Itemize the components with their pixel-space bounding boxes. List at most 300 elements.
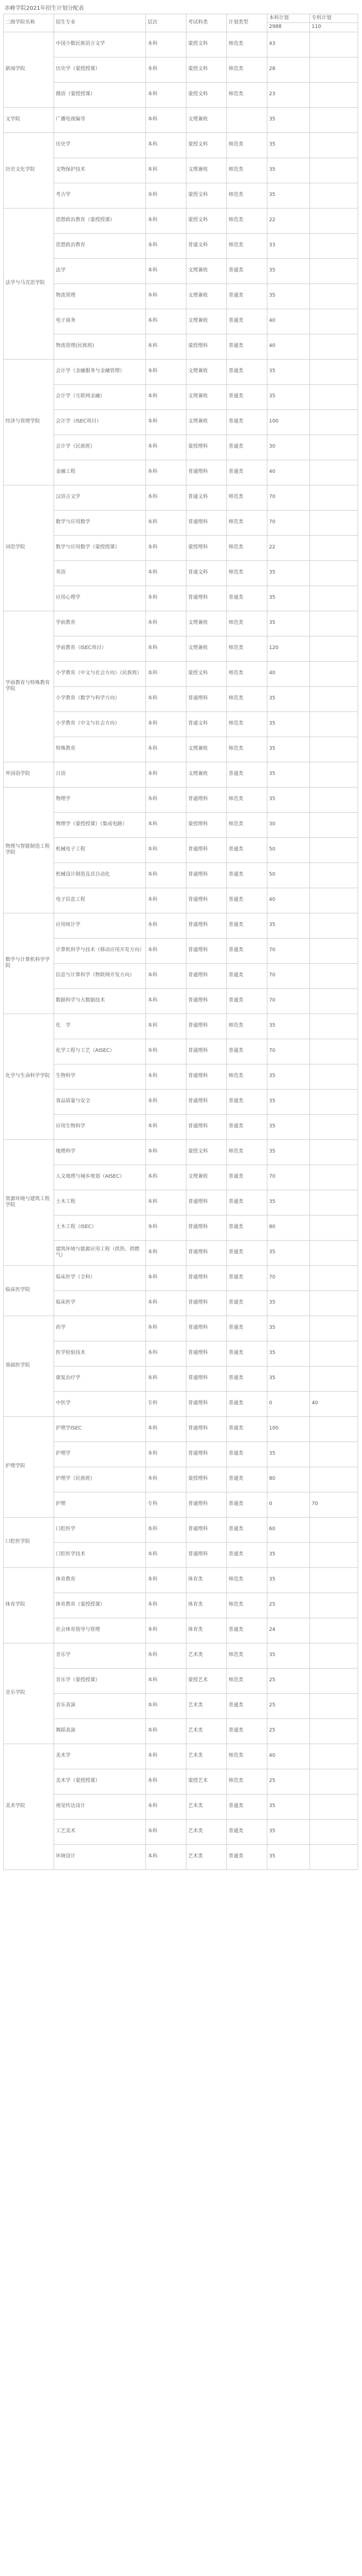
- table-row: [4, 1215, 358, 1240]
- undergrad-plan-cell: 35: [267, 711, 310, 737]
- undergrad-plan-cell: 70: [267, 963, 310, 988]
- exam-type-cell: 文理兼收: [186, 107, 227, 132]
- undergrad-plan-cell: 35: [267, 1844, 310, 1869]
- undergrad-plan-cell: 35: [267, 1290, 310, 1316]
- major-cell: 思想政治教育: [54, 233, 146, 258]
- junior-plan-cell: [310, 1215, 358, 1240]
- major-cell: 小学教育（中文与社会方向）（民族班）: [54, 661, 146, 686]
- undergrad-plan-cell: 35: [267, 1089, 310, 1114]
- level-cell: 专科: [146, 1492, 186, 1517]
- undergrad-plan-cell: 70: [267, 1165, 310, 1190]
- major-cell: 音乐学（蒙授授课）: [54, 1668, 146, 1693]
- plan-type-cell: 普通类: [227, 1467, 267, 1492]
- level-cell: 本科: [146, 636, 186, 661]
- major-cell: 应用统计学: [54, 913, 146, 938]
- undergrad-plan-cell: 40: [267, 460, 310, 485]
- exam-type-cell: 蒙授文科: [186, 1139, 227, 1165]
- exam-type-cell: 普通理科: [186, 787, 227, 812]
- exam-type-cell: 普通理科: [186, 1366, 227, 1391]
- table-row: [4, 938, 358, 963]
- plan-type-cell: 师范类: [227, 661, 267, 686]
- level-cell: 本科: [146, 686, 186, 711]
- table-row: [4, 1139, 358, 1165]
- plan-type-cell: 普通类: [227, 1416, 267, 1442]
- table-row: [4, 963, 358, 988]
- junior-plan-cell: [310, 1190, 358, 1215]
- level-cell: 本科: [146, 334, 186, 359]
- undergrad-plan-cell: 35: [267, 1114, 310, 1139]
- college-cell: 学前教育与特殊教育学院: [4, 611, 54, 762]
- junior-plan-cell: 40: [310, 1391, 358, 1416]
- exam-type-cell: 普通理科: [186, 1089, 227, 1114]
- table-row: [4, 334, 358, 359]
- table-row: [4, 1668, 358, 1693]
- undergrad-plan-cell: 35: [267, 1643, 310, 1668]
- junior-plan-cell: [310, 963, 358, 988]
- major-cell: 地理科学: [54, 1139, 146, 1165]
- table-row: [4, 57, 358, 82]
- level-cell: 本科: [146, 535, 186, 560]
- major-cell: 土木工程: [54, 1190, 146, 1215]
- major-cell: 俄语（蒙授授课）: [54, 82, 146, 107]
- junior-plan-cell: [310, 1718, 358, 1744]
- plan-type-cell: 师范类: [227, 1139, 267, 1165]
- major-cell: 康复治疗学: [54, 1366, 146, 1391]
- junior-plan-cell: [310, 938, 358, 963]
- junior-plan-cell: [310, 57, 358, 82]
- exam-type-cell: 艺术类: [186, 1693, 227, 1718]
- undergrad-plan-cell: 35: [267, 787, 310, 812]
- level-cell: 本科: [146, 837, 186, 862]
- level-cell: 本科: [146, 1215, 186, 1240]
- table-header: [4, 14, 358, 32]
- undergrad-plan-cell: 35: [267, 283, 310, 309]
- table-row: [4, 1290, 358, 1316]
- undergrad-plan-cell: 35: [267, 611, 310, 636]
- level-cell: 本科: [146, 888, 186, 913]
- exam-type-cell: 普通理科: [186, 1014, 227, 1039]
- major-cell: 机械电子工程: [54, 837, 146, 862]
- undergrad-plan-cell: 35: [267, 1794, 310, 1819]
- major-cell: 历史学: [54, 132, 146, 158]
- major-cell: 法学: [54, 258, 146, 283]
- junior-plan-cell: [310, 611, 358, 636]
- level-cell: 本科: [146, 1014, 186, 1039]
- undergrad-plan-cell: 35: [267, 258, 310, 283]
- junior-plan-cell: [310, 1593, 358, 1618]
- level-cell: 本科: [146, 1794, 186, 1819]
- major-cell: 电子商务: [54, 309, 146, 334]
- plan-type-cell: 普通类: [227, 1039, 267, 1064]
- level-cell: 本科: [146, 1693, 186, 1718]
- table-row: [4, 233, 358, 258]
- plan-type-cell: 普通类: [227, 1089, 267, 1114]
- plan-type-cell: 普通类: [227, 1114, 267, 1139]
- level-cell: 本科: [146, 309, 186, 334]
- exam-type-cell: 艺术类: [186, 1718, 227, 1744]
- table-row: [4, 888, 358, 913]
- level-cell: 本科: [146, 1240, 186, 1265]
- table-row: [4, 1744, 358, 1769]
- exam-type-cell: 普通理科: [186, 1391, 227, 1416]
- major-cell: 临床医学（全科）: [54, 1265, 146, 1290]
- exam-type-cell: 艺术类: [186, 1643, 227, 1668]
- junior-plan-cell: [310, 1467, 358, 1492]
- total-undergrad: 2988: [267, 23, 310, 32]
- level-cell: 本科: [146, 132, 186, 158]
- table-row: [4, 1844, 358, 1869]
- header-cell-junior-plan: 专科计划: [310, 14, 358, 23]
- plan-type-cell: 普通类: [227, 1492, 267, 1517]
- junior-plan-cell: [310, 1693, 358, 1718]
- junior-plan-cell: [310, 1567, 358, 1593]
- table-body: [4, 32, 358, 1869]
- level-cell: 本科: [146, 183, 186, 208]
- junior-plan-cell: [310, 1089, 358, 1114]
- undergrad-plan-cell: 43: [267, 32, 310, 57]
- junior-plan-cell: [310, 535, 358, 560]
- major-cell: 人文地理与城乡规划（AISEC）: [54, 1165, 146, 1190]
- plan-type-cell: 普通类: [227, 1794, 267, 1819]
- undergrad-plan-cell: 35: [267, 1366, 310, 1391]
- major-cell: 口腔医学技术: [54, 1542, 146, 1567]
- major-cell: 机械设计制造及其自动化: [54, 862, 146, 888]
- undergrad-plan-cell: 70: [267, 1039, 310, 1064]
- college-cell: 物理与智能制造工程学院: [4, 787, 54, 913]
- undergrad-plan-cell: 0: [267, 1492, 310, 1517]
- major-cell: 工艺美术: [54, 1819, 146, 1844]
- major-cell: 汉语言文学: [54, 485, 146, 510]
- plan-type-cell: 师范类: [227, 57, 267, 82]
- major-cell: 文物保护技术: [54, 158, 146, 183]
- college-cell: 美术学院: [4, 1744, 54, 1869]
- major-cell: 医学检验技术: [54, 1341, 146, 1366]
- undergrad-plan-cell: 70: [267, 988, 310, 1014]
- junior-plan-cell: [310, 1139, 358, 1165]
- header-cell-college: 二级学院名称: [4, 14, 54, 32]
- level-cell: 本科: [146, 586, 186, 611]
- exam-type-cell: 普通理科: [186, 1316, 227, 1341]
- college-cell: 资源环境与建筑工程学院: [4, 1139, 54, 1265]
- plan-type-cell: 普通类: [227, 258, 267, 283]
- undergrad-plan-cell: 35: [267, 686, 310, 711]
- junior-plan-cell: [310, 1517, 358, 1542]
- exam-type-cell: 蒙授艺术: [186, 1769, 227, 1794]
- junior-plan-cell: [310, 1744, 358, 1769]
- exam-type-cell: 蒙授文科: [186, 32, 227, 57]
- undergrad-plan-cell: 70: [267, 1265, 310, 1290]
- plan-type-cell: 普通类: [227, 1190, 267, 1215]
- table-row: [4, 1265, 358, 1290]
- exam-type-cell: 普通文科: [186, 485, 227, 510]
- college-cell: 文学院: [4, 107, 54, 132]
- header-cell-plan-type: 计划类型: [227, 14, 267, 32]
- college-cell: 数学与计算机科学学院: [4, 913, 54, 1014]
- table-row: [4, 82, 358, 107]
- college-cell: 外国语学院: [4, 762, 54, 787]
- junior-plan-cell: [310, 510, 358, 535]
- junior-plan-cell: [310, 1265, 358, 1290]
- plan-type-cell: 普通类: [227, 409, 267, 435]
- junior-plan-cell: [310, 107, 358, 132]
- table-row: [4, 711, 358, 737]
- exam-type-cell: 蒙授艺术: [186, 1668, 227, 1693]
- plan-type-cell: 普通类: [227, 1341, 267, 1366]
- exam-type-cell: 文理兼收: [186, 158, 227, 183]
- exam-type-cell: 体育类: [186, 1567, 227, 1593]
- exam-type-cell: 普通理科: [186, 1240, 227, 1265]
- major-cell: 食品质量与安全: [54, 1089, 146, 1114]
- junior-plan-cell: [310, 1290, 358, 1316]
- exam-type-cell: 蒙授文科: [186, 132, 227, 158]
- exam-type-cell: 普通理科: [186, 1039, 227, 1064]
- major-cell: 护理学（民族班）: [54, 1467, 146, 1492]
- junior-plan-cell: [310, 837, 358, 862]
- junior-plan-cell: [310, 258, 358, 283]
- plan-type-cell: 师范类: [227, 1593, 267, 1618]
- header-cell-major: 招生专业: [54, 14, 146, 32]
- plan-type-cell: 师范类: [227, 32, 267, 57]
- plan-type-cell: 普通类: [227, 1215, 267, 1240]
- plan-type-cell: 普通类: [227, 435, 267, 460]
- junior-plan-cell: [310, 334, 358, 359]
- exam-type-cell: 蒙授理科: [186, 435, 227, 460]
- junior-plan-cell: [310, 409, 358, 435]
- plan-type-cell: 普通类: [227, 888, 267, 913]
- exam-type-cell: 蒙授理科: [186, 334, 227, 359]
- exam-type-cell: 蒙授文科: [186, 82, 227, 107]
- exam-type-cell: 体育类: [186, 1593, 227, 1618]
- plan-type-cell: 师范类: [227, 535, 267, 560]
- plan-type-cell: 普通类: [227, 1693, 267, 1718]
- college-cell: 新闻学院: [4, 32, 54, 107]
- level-cell: 本科: [146, 57, 186, 82]
- table-row: [4, 1567, 358, 1593]
- major-cell: 思想政治教育（蒙授授课）: [54, 208, 146, 233]
- level-cell: 本科: [146, 1064, 186, 1089]
- level-cell: 本科: [146, 32, 186, 57]
- exam-type-cell: 艺术类: [186, 1794, 227, 1819]
- junior-plan-cell: [310, 1819, 358, 1844]
- plan-type-cell: [227, 107, 267, 132]
- major-cell: 药学: [54, 1316, 146, 1341]
- junior-plan-cell: [310, 309, 358, 334]
- plan-type-cell: 普通类: [227, 988, 267, 1014]
- major-cell: 会计学（ISEC项目）: [54, 409, 146, 435]
- undergrad-plan-cell: 35: [267, 586, 310, 611]
- junior-plan-cell: [310, 1769, 358, 1794]
- junior-plan-cell: [310, 1014, 358, 1039]
- table-row: [4, 1542, 358, 1567]
- exam-type-cell: 普通理科: [186, 1341, 227, 1366]
- undergrad-plan-cell: 35: [267, 158, 310, 183]
- exam-type-cell: 艺术类: [186, 1844, 227, 1869]
- level-cell: 本科: [146, 1769, 186, 1794]
- undergrad-plan-cell: 35: [267, 132, 310, 158]
- exam-type-cell: 普通理科: [186, 988, 227, 1014]
- undergrad-plan-cell: 25: [267, 1718, 310, 1744]
- major-cell: 日语: [54, 762, 146, 787]
- level-cell: 本科: [146, 1744, 186, 1769]
- exam-type-cell: 普通理科: [186, 1517, 227, 1542]
- level-cell: 本科: [146, 1467, 186, 1492]
- plan-type-cell: 普通类: [227, 913, 267, 938]
- level-cell: 本科: [146, 1190, 186, 1215]
- undergrad-plan-cell: 35: [267, 1542, 310, 1567]
- level-cell: 专科: [146, 1391, 186, 1416]
- level-cell: 本科: [146, 1165, 186, 1190]
- exam-type-cell: 蒙授理科: [186, 812, 227, 837]
- level-cell: 本科: [146, 1819, 186, 1844]
- plan-type-cell: 普通类: [227, 1290, 267, 1316]
- level-cell: 本科: [146, 1139, 186, 1165]
- table-row: [4, 1794, 358, 1819]
- exam-type-cell: 普通理科: [186, 686, 227, 711]
- table-row: [4, 1391, 358, 1416]
- plan-type-cell: 普通类: [227, 837, 267, 862]
- plan-type-cell: 师范类: [227, 485, 267, 510]
- plan-type-cell: 师范类: [227, 510, 267, 535]
- table-row: [4, 988, 358, 1014]
- college-cell: 临床医学院: [4, 1265, 54, 1316]
- level-cell: 本科: [146, 862, 186, 888]
- junior-plan-cell: [310, 1240, 358, 1265]
- table-row: [4, 1014, 358, 1039]
- level-cell: 本科: [146, 1265, 186, 1290]
- major-cell: 化 学: [54, 1014, 146, 1039]
- plan-type-cell: 师范类: [227, 158, 267, 183]
- junior-plan-cell: [310, 988, 358, 1014]
- table-row: [4, 636, 358, 661]
- college-cell: 词范学院: [4, 485, 54, 611]
- table-row: [4, 1442, 358, 1467]
- undergrad-plan-cell: 35: [267, 384, 310, 409]
- junior-plan-cell: [310, 1165, 358, 1190]
- exam-type-cell: 文理兼收: [186, 1165, 227, 1190]
- plan-type-cell: 普通类: [227, 1265, 267, 1290]
- major-cell: 体育教育（蒙授授课）: [54, 1593, 146, 1618]
- undergrad-plan-cell: 35: [267, 1567, 310, 1593]
- undergrad-plan-cell: 25: [267, 1593, 310, 1618]
- exam-type-cell: 普通理科: [186, 1542, 227, 1567]
- junior-plan-cell: [310, 1064, 358, 1089]
- exam-type-cell: 普通理科: [186, 938, 227, 963]
- exam-type-cell: 普通文科: [186, 711, 227, 737]
- college-cell: 基础医学院: [4, 1316, 54, 1416]
- undergrad-plan-cell: 35: [267, 1064, 310, 1089]
- undergrad-plan-cell: 30: [267, 812, 310, 837]
- junior-plan-cell: [310, 1366, 358, 1391]
- exam-type-cell: 蒙授理科: [186, 535, 227, 560]
- major-cell: 特殊教育: [54, 737, 146, 762]
- junior-plan-cell: [310, 1442, 358, 1467]
- major-cell: 土木工程（ISEC）: [54, 1215, 146, 1240]
- undergrad-plan-cell: 35: [267, 1139, 310, 1165]
- undergrad-plan-cell: 35: [267, 359, 310, 384]
- level-cell: 本科: [146, 787, 186, 812]
- plan-type-cell: 普通类: [227, 460, 267, 485]
- exam-type-cell: 文理兼收: [186, 359, 227, 384]
- table-row: [4, 309, 358, 334]
- plan-type-cell: 普通类: [227, 1618, 267, 1643]
- exam-type-cell: 普通理科: [186, 1492, 227, 1517]
- exam-type-cell: 普通理科: [186, 862, 227, 888]
- major-cell: 应用心理学: [54, 586, 146, 611]
- junior-plan-cell: [310, 158, 358, 183]
- undergrad-plan-cell: 35: [267, 762, 310, 787]
- level-cell: 本科: [146, 460, 186, 485]
- level-cell: 本科: [146, 1618, 186, 1643]
- plan-type-cell: 普通类: [227, 359, 267, 384]
- exam-type-cell: 蒙授文科: [186, 183, 227, 208]
- undergrad-plan-cell: 80: [267, 1215, 310, 1240]
- level-cell: 本科: [146, 384, 186, 409]
- plan-type-cell: 师范类: [227, 208, 267, 233]
- major-cell: 中医学: [54, 1391, 146, 1416]
- table-row: [4, 1341, 358, 1366]
- table-row: [4, 837, 358, 862]
- exam-type-cell: 文理兼收: [186, 384, 227, 409]
- plan-type-cell: 普通类: [227, 963, 267, 988]
- major-cell: 体育教育: [54, 1567, 146, 1593]
- major-cell: 护理学ISEC: [54, 1416, 146, 1442]
- junior-plan-cell: [310, 1114, 358, 1139]
- major-cell: 信息与计算科学（物联网开发方向）: [54, 963, 146, 988]
- undergrad-plan-cell: 40: [267, 309, 310, 334]
- undergrad-plan-cell: 100: [267, 409, 310, 435]
- level-cell: 本科: [146, 1718, 186, 1744]
- junior-plan-cell: [310, 283, 358, 309]
- table-row: [4, 1769, 358, 1794]
- table-row: [4, 661, 358, 686]
- exam-type-cell: 文理兼收: [186, 737, 227, 762]
- exam-type-cell: 文理兼收: [186, 258, 227, 283]
- junior-plan-cell: [310, 711, 358, 737]
- junior-plan-cell: [310, 233, 358, 258]
- major-cell: 社会体育指导与管理: [54, 1618, 146, 1643]
- table-row: [4, 1240, 358, 1265]
- plan-type-cell: 普通类: [227, 938, 267, 963]
- table-row: [4, 1416, 358, 1442]
- major-cell: 计算机科学与技术（移动应用开发方向）: [54, 938, 146, 963]
- header-cell-undergrad-plan: 本科计划: [267, 14, 310, 23]
- plan-type-cell: 普通类: [227, 762, 267, 787]
- exam-type-cell: 文理兼收: [186, 762, 227, 787]
- undergrad-plan-cell: 35: [267, 183, 310, 208]
- undergrad-plan-cell: 35: [267, 1190, 310, 1215]
- junior-plan-cell: [310, 1316, 358, 1341]
- exam-type-cell: 艺术类: [186, 1744, 227, 1769]
- table-row: [4, 1492, 358, 1517]
- major-cell: 口腔医学: [54, 1517, 146, 1542]
- college-cell: 音乐学院: [4, 1643, 54, 1744]
- junior-plan-cell: [310, 32, 358, 57]
- major-cell: 物流管理: [54, 283, 146, 309]
- exam-type-cell: 普通理科: [186, 1114, 227, 1139]
- exam-type-cell: 艺术类: [186, 1819, 227, 1844]
- table-row: [4, 1366, 358, 1391]
- major-cell: 护理: [54, 1492, 146, 1517]
- level-cell: 本科: [146, 107, 186, 132]
- undergrad-plan-cell: 80: [267, 1467, 310, 1492]
- level-cell: 本科: [146, 1643, 186, 1668]
- undergrad-plan-cell: 33: [267, 233, 310, 258]
- table-row: [4, 258, 358, 283]
- undergrad-plan-cell: 22: [267, 535, 310, 560]
- level-cell: 本科: [146, 233, 186, 258]
- college-cell: 历史文化学院: [4, 132, 54, 208]
- exam-type-cell: 普通理科: [186, 1215, 227, 1240]
